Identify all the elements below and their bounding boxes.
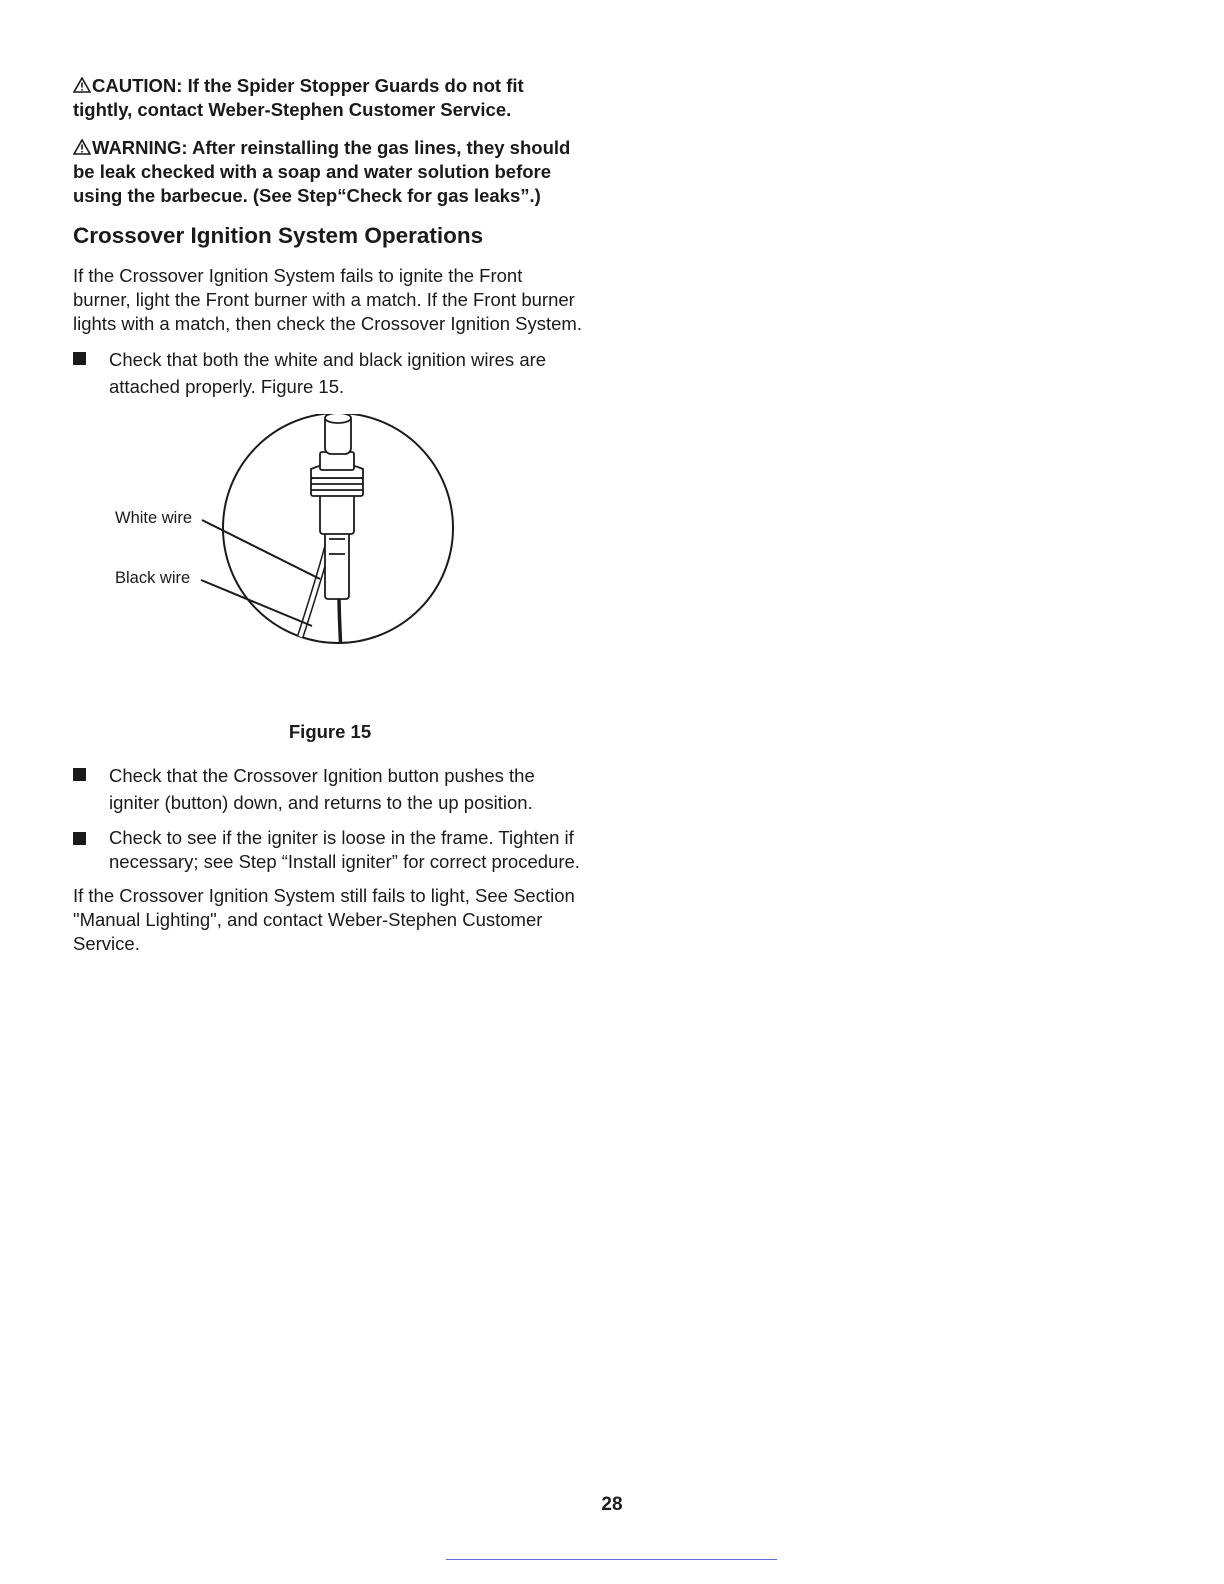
warning-notice — [73, 136, 583, 208]
caution-notice — [73, 74, 583, 122]
section-heading: Crossover Ignition System Operations — [73, 223, 484, 248]
square-bullet-icon — [73, 768, 86, 781]
footer-rule — [446, 1559, 777, 1560]
figure-caption: Figure 15 — [288, 721, 372, 742]
black-wire-label: Black wire — [115, 569, 191, 587]
bullet-text: Check to see if the igniter is loose in the frame. Tighten if necessary; see Step “Install igniter” for correct procedure. — [109, 827, 580, 872]
white-wire-label: White wire — [115, 509, 193, 527]
warning-text: WARNING: After reinstalling the gas lines, they should be leak checked with a soap and water solution before using the barbecue. (See Step“Check for gas leaks”.) — [73, 137, 571, 206]
warning-triangle-icon — [73, 139, 91, 155]
closing-paragraph: If the Crossover Ignition System still fails to light, See Section "Manual Lighting", and contact Weber-Stephen Customer Service. — [73, 885, 575, 954]
square-bullet-icon — [73, 352, 86, 365]
figure-15 — [73, 414, 583, 714]
caution-text: CAUTION: If the Spider Stopper Guards do not fit tightly, contact Weber-Stephen Customer Service. — [73, 75, 524, 120]
bullet-text: Check that the Crossover Ignition button pushes the igniter (button) down, and returns to the up position. — [109, 765, 535, 813]
bullet-item — [73, 826, 583, 874]
bullet-item — [73, 762, 583, 816]
main-column — [73, 74, 583, 966]
intro-paragraph: If the Crossover Ignition System fails to ignite the Front burner, light the Front burner with a match. If the Front burner lights with a match, then check the Crossover Ignition System. — [73, 265, 582, 334]
page-number: 28 — [601, 1494, 623, 1515]
bullet-text: Check that both the white and black ignition wires are attached properly. Figure 15. — [109, 349, 547, 397]
square-bullet-icon — [73, 832, 86, 845]
caution-triangle-icon — [73, 77, 91, 93]
igniter-illustration — [73, 414, 583, 714]
bullet-item — [73, 346, 583, 400]
